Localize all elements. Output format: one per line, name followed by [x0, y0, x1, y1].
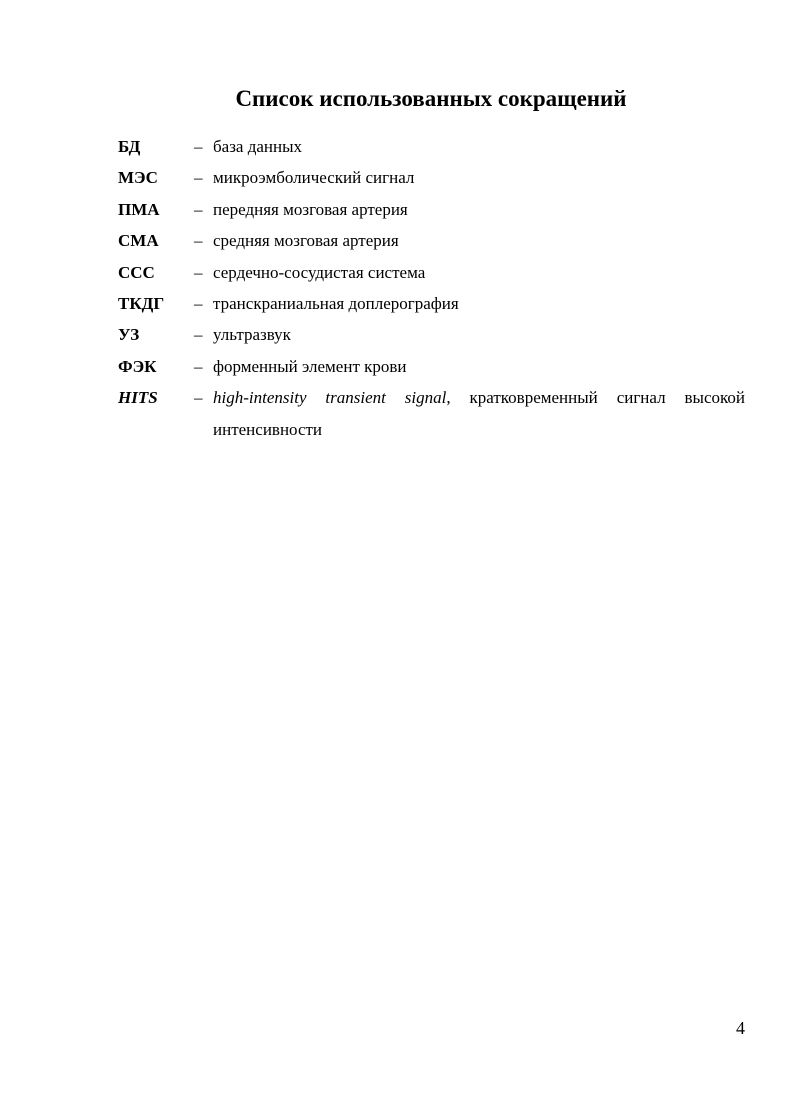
- abbreviation-term: СМА: [118, 231, 159, 251]
- abbreviation-term: БД: [118, 137, 141, 156]
- abbreviation-row: [118, 162, 745, 193]
- abbreviation-row: [118, 319, 745, 350]
- abbreviation-list: [118, 131, 745, 445]
- abbreviation-term: ТКДГ: [118, 294, 165, 314]
- abbreviation-definition-english: high-intensity transient signal: [213, 388, 447, 408]
- abbreviation-row: [118, 351, 745, 382]
- abbreviation-definition: сердечно-сосудистая система: [213, 262, 426, 282]
- abbreviation-row: [118, 225, 745, 256]
- abbreviation-row: [118, 257, 745, 288]
- abbreviation-dash: –: [194, 262, 203, 282]
- abbreviation-dash: –: [194, 325, 203, 345]
- abbreviation-dash: –: [194, 356, 203, 376]
- abbreviation-definition: форменный элемент крови: [213, 356, 407, 376]
- abbreviation-definition: транскраниальная доплерография: [213, 294, 459, 314]
- abbreviation-term: ФЭК: [118, 356, 157, 376]
- abbreviation-row: [118, 288, 745, 319]
- abbreviation-term: МЭС: [118, 168, 158, 188]
- abbreviation-dash: –: [194, 168, 203, 188]
- abbreviation-term: ССС: [118, 262, 155, 282]
- abbreviation-term: HITS: [118, 388, 158, 408]
- abbreviation-definition: база данных: [213, 137, 303, 156]
- abbreviation-definition-russian: , кратковременный сигнал высокой интенсивности: [213, 388, 745, 439]
- abbreviation-dash: –: [194, 388, 203, 408]
- abbreviation-term: ПМА: [118, 199, 160, 219]
- page-title: Список использованных сокращений: [235, 86, 627, 111]
- abbreviation-definition: ультразвук: [213, 325, 291, 345]
- abbreviation-definition: передняя мозговая артерия: [213, 199, 408, 219]
- abbreviation-term: УЗ: [118, 325, 140, 345]
- abbreviation-row: [118, 131, 745, 162]
- page-number: 4: [736, 1018, 745, 1038]
- abbreviation-row: [118, 382, 745, 445]
- abbreviation-dash: –: [194, 231, 203, 251]
- abbreviation-row: [118, 194, 745, 225]
- abbreviation-dash: –: [194, 137, 203, 156]
- abbreviation-definition: средняя мозговая артерия: [213, 231, 399, 251]
- abbreviation-definition: микроэмболический сигнал: [213, 168, 415, 188]
- abbreviation-dash: –: [194, 294, 203, 314]
- abbreviation-dash: –: [194, 199, 203, 219]
- abbreviation-definition: [213, 382, 745, 445]
